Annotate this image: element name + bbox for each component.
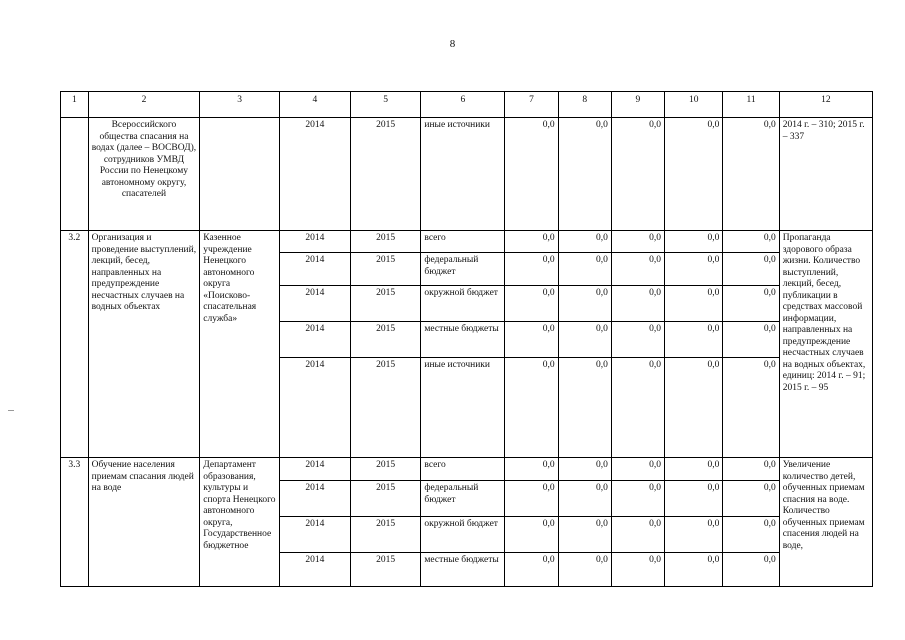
end-year: 2015 (350, 118, 421, 231)
value-col11: 0,0 (723, 517, 779, 553)
value-col10: 0,0 (665, 286, 723, 322)
expected-result: Пропаганда здорового образа жизни. Количество выступлений, лекций, бесед, публикации в средствах массовой информации, направленных на предупреждение несчастных случаев на водных объектах, единиц: 2014 г. – 91; 2015 г. – 95 (779, 231, 872, 458)
item-number: 3.3 (61, 458, 89, 587)
start-year: 2014 (280, 481, 351, 517)
end-year: 2015 (350, 286, 421, 322)
item-number (61, 118, 89, 231)
start-year: 2014 (280, 458, 351, 481)
header-cell: 7 (505, 92, 558, 118)
header-cell: 10 (665, 92, 723, 118)
funding-source: федеральный бюджет (421, 253, 505, 286)
end-year: 2015 (350, 358, 421, 458)
value-col9: 0,0 (611, 358, 664, 458)
end-year: 2015 (350, 553, 421, 587)
value-col10: 0,0 (665, 481, 723, 517)
value-col9: 0,0 (611, 118, 664, 231)
value-col9: 0,0 (611, 231, 664, 253)
end-year: 2015 (350, 322, 421, 358)
value-col7: 0,0 (505, 517, 558, 553)
start-year: 2014 (280, 253, 351, 286)
table-row (61, 231, 873, 253)
value-col10: 0,0 (665, 118, 723, 231)
value-col10: 0,0 (665, 553, 723, 587)
header-cell: 11 (723, 92, 779, 118)
funding-source: всего (421, 458, 505, 481)
value-col9: 0,0 (611, 458, 664, 481)
expected-result: Увеличение количество детей, обученных приемам спасния на воде. Количество обученных приемам спасения людей на воде, (779, 458, 872, 587)
value-col8: 0,0 (558, 231, 611, 253)
value-col11: 0,0 (723, 553, 779, 587)
header-cell: 9 (611, 92, 664, 118)
event-title: Обучение населения приемам спасания людей на воде (88, 458, 200, 587)
value-col11: 0,0 (723, 253, 779, 286)
value-col8: 0,0 (558, 253, 611, 286)
header-row (61, 92, 873, 118)
funding-source: местные бюджеты (421, 322, 505, 358)
end-year: 2015 (350, 481, 421, 517)
start-year: 2014 (280, 286, 351, 322)
start-year: 2014 (280, 358, 351, 458)
value-col11: 0,0 (723, 231, 779, 253)
start-year: 2014 (280, 118, 351, 231)
value-col10: 0,0 (665, 458, 723, 481)
event-title: Всероссийского общества спасания на водах (далее – ВОСВОД), сотрудников УМВД России по Ненецкому автономному округу, спасателей (88, 118, 200, 231)
scan-edge-mark (8, 410, 14, 411)
value-col7: 0,0 (505, 286, 558, 322)
header-cell: 3 (200, 92, 280, 118)
end-year: 2015 (350, 458, 421, 481)
value-col7: 0,0 (505, 231, 558, 253)
header-cell: 5 (350, 92, 421, 118)
table-row (61, 458, 873, 481)
value-col10: 0,0 (665, 322, 723, 358)
value-col8: 0,0 (558, 517, 611, 553)
start-year: 2014 (280, 322, 351, 358)
value-col8: 0,0 (558, 286, 611, 322)
value-col10: 0,0 (665, 231, 723, 253)
end-year: 2015 (350, 253, 421, 286)
value-col9: 0,0 (611, 517, 664, 553)
header-cell: 6 (421, 92, 505, 118)
page-number: 8 (449, 38, 456, 50)
value-col10: 0,0 (665, 253, 723, 286)
header-cell: 12 (779, 92, 872, 118)
value-col11: 0,0 (723, 118, 779, 231)
value-col8: 0,0 (558, 118, 611, 231)
header-cell: 8 (558, 92, 611, 118)
value-col7: 0,0 (505, 253, 558, 286)
executor: Департамент образования, культуры и спорта Ненецкого автономного округа, Государственное бюджетное (200, 458, 280, 587)
funding-source: всего (421, 231, 505, 253)
value-col9: 0,0 (611, 322, 664, 358)
event-title: Организация и проведение выступлений, лекций, бесед, направленных на предупреждение несчастных случаев на водных объектах (88, 231, 200, 458)
funding-source: иные источники (421, 358, 505, 458)
program-table (60, 91, 873, 587)
value-col7: 0,0 (505, 458, 558, 481)
value-col8: 0,0 (558, 358, 611, 458)
value-col9: 0,0 (611, 553, 664, 587)
value-col7: 0,0 (505, 322, 558, 358)
value-col11: 0,0 (723, 286, 779, 322)
value-col8: 0,0 (558, 458, 611, 481)
value-col11: 0,0 (723, 458, 779, 481)
value-col9: 0,0 (611, 253, 664, 286)
value-col7: 0,0 (505, 553, 558, 587)
funding-source: окружной бюджет (421, 517, 505, 553)
executor (200, 118, 280, 231)
value-col10: 0,0 (665, 358, 723, 458)
value-col11: 0,0 (723, 322, 779, 358)
value-col7: 0,0 (505, 481, 558, 517)
value-col7: 0,0 (505, 358, 558, 458)
executor: Казенное учреждение Ненецкого автономного округа «Поисково-спасательная служба» (200, 231, 280, 458)
value-col11: 0,0 (723, 358, 779, 458)
value-col8: 0,0 (558, 553, 611, 587)
value-col9: 0,0 (611, 481, 664, 517)
header-cell: 1 (61, 92, 89, 118)
value-col8: 0,0 (558, 481, 611, 517)
funding-source: федеральный бюджет (421, 481, 505, 517)
value-col7: 0,0 (505, 118, 558, 231)
start-year: 2014 (280, 231, 351, 253)
funding-source: окружной бюджет (421, 286, 505, 322)
end-year: 2015 (350, 517, 421, 553)
header-cell: 2 (88, 92, 200, 118)
start-year: 2014 (280, 517, 351, 553)
item-number: 3.2 (61, 231, 89, 458)
table-row (61, 118, 873, 231)
value-col10: 0,0 (665, 517, 723, 553)
funding-source: иные источники (421, 118, 505, 231)
funding-source: местные бюджеты (421, 553, 505, 587)
header-cell: 4 (280, 92, 351, 118)
start-year: 2014 (280, 553, 351, 587)
value-col8: 0,0 (558, 322, 611, 358)
end-year: 2015 (350, 231, 421, 253)
value-col9: 0,0 (611, 286, 664, 322)
expected-result: 2014 г. – 310; 2015 г. – 337 (779, 118, 872, 231)
value-col11: 0,0 (723, 481, 779, 517)
